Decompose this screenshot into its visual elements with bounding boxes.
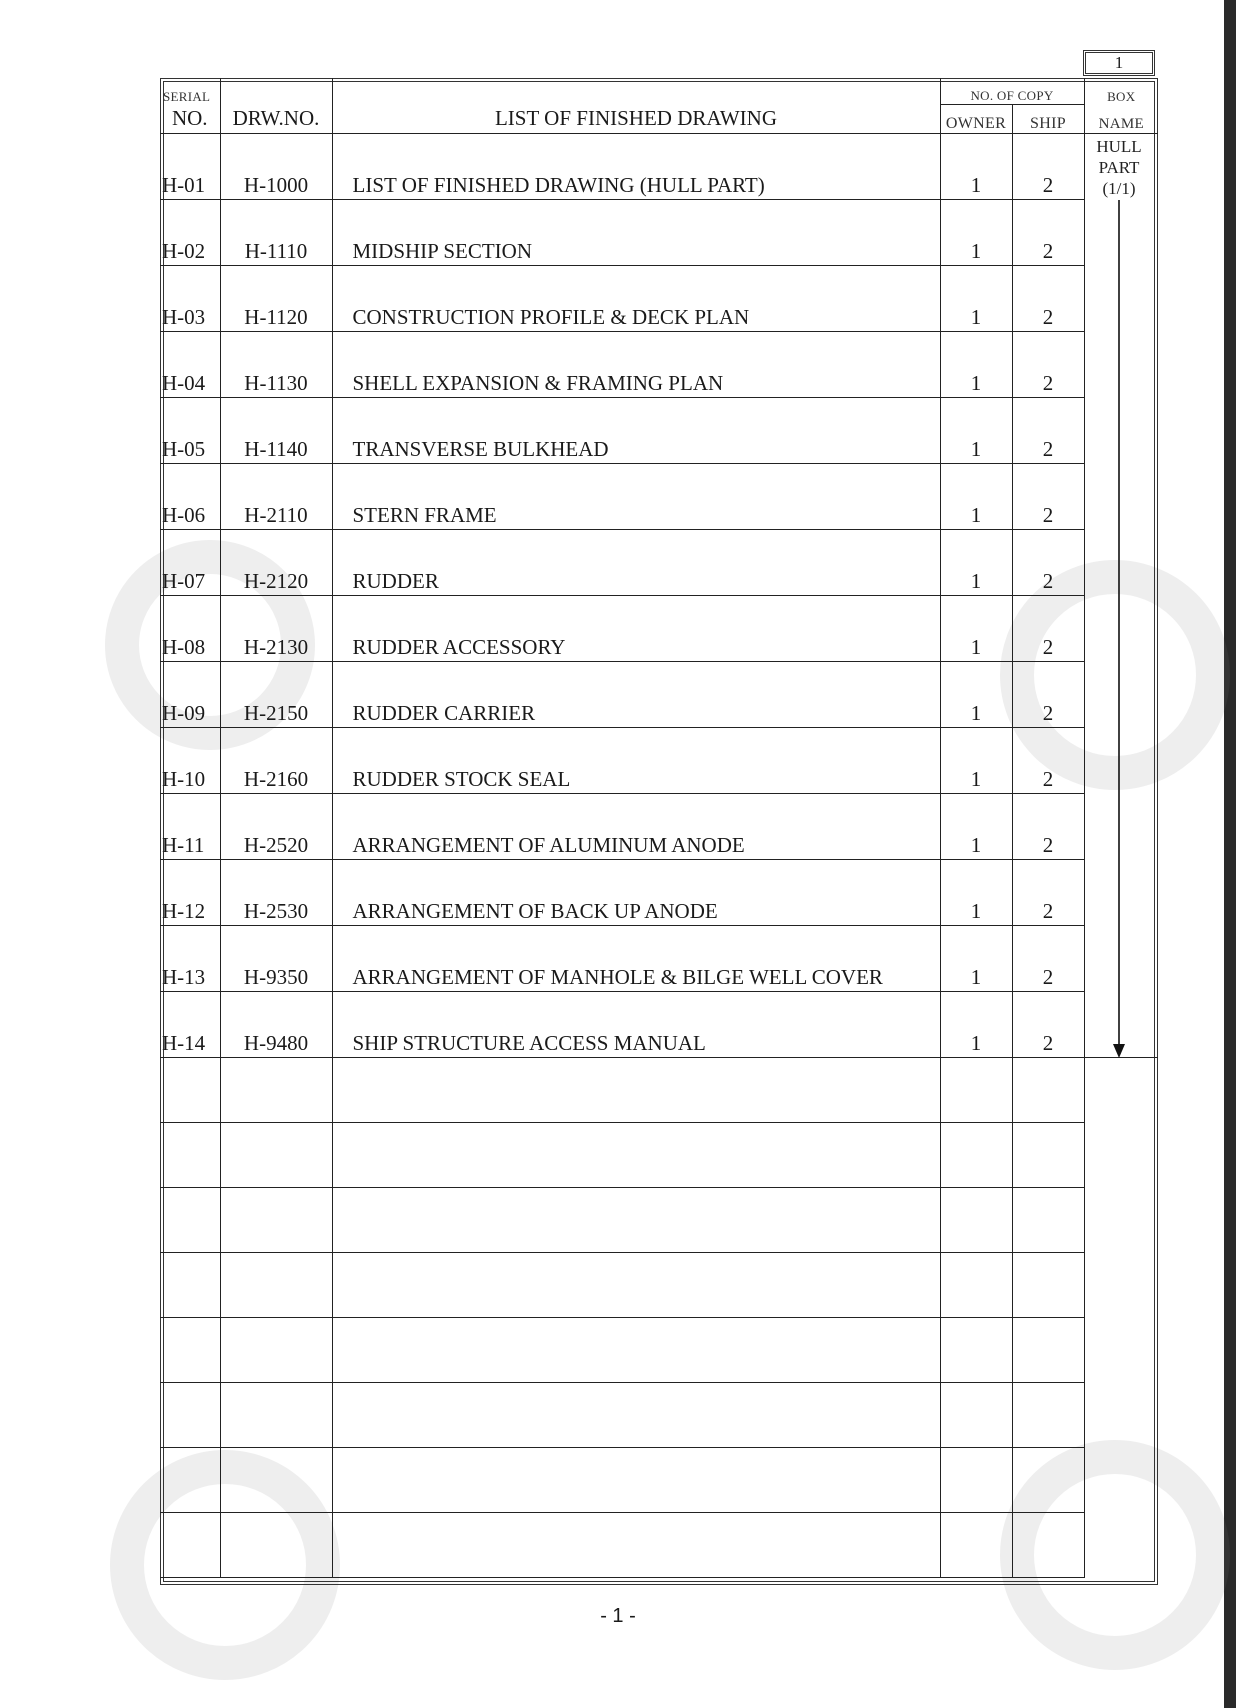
page-number-box: 1 [1083,50,1155,76]
serial-cell: H-07 [160,529,220,595]
box-name-cell [1084,1317,1158,1382]
owner-copy-cell: 1 [940,793,1012,859]
empty-row [160,1382,1158,1447]
box-name-cell [1084,1252,1158,1317]
drw-no-cell [220,1317,332,1382]
finished-drawing-table [160,78,1158,1578]
owner-copy-cell: 1 [940,133,1012,199]
box-header: BOX [1107,88,1136,104]
ship-copy-cell: 2 [1012,859,1084,925]
serial-cell [160,1057,220,1122]
serial-cell: H-02 [160,199,220,265]
ship-copy-cell [1012,1122,1084,1187]
header-row-bottom [160,105,1158,134]
serial-cell: H-06 [160,463,220,529]
empty-row [160,1512,1158,1577]
ship-copy-cell: 2 [1012,991,1084,1057]
drw-no-cell: H-1110 [220,199,332,265]
owner-copy-cell [940,1512,1012,1577]
table-row [160,991,1158,1057]
drawing-title-cell: ARRANGEMENT OF MANHOLE & BILGE WELL COVER [332,925,940,991]
table-row [160,925,1158,991]
table-row [160,265,1158,331]
table-row [160,397,1158,463]
owner-copy-cell: 1 [940,991,1012,1057]
drawing-title-cell: RUDDER ACCESSORY [332,595,940,661]
drw-no-cell: H-1140 [220,397,332,463]
drawing-title-cell [332,1512,940,1577]
owner-copy-cell [940,1317,1012,1382]
table-row [160,727,1158,793]
box-name-cell [1084,1122,1158,1187]
drw-no-cell [220,1382,332,1447]
ship-copy-cell: 2 [1012,133,1084,199]
serial-cell: H-10 [160,727,220,793]
drawing-title-cell [332,1057,940,1122]
ship-copy-cell: 2 [1012,595,1084,661]
ship-header: SHIP [1012,105,1084,134]
table-row [160,595,1158,661]
drawing-title-cell: ARRANGEMENT OF ALUMINUM ANODE [332,793,940,859]
owner-copy-cell [940,1057,1012,1122]
owner-copy-cell [940,1252,1012,1317]
table-row [160,793,1158,859]
list-title-header: LIST OF FINISHED DRAWING [332,105,940,134]
serial-cell: H-12 [160,859,220,925]
arrow-down-icon [1112,200,1126,1058]
ship-copy-cell: 2 [1012,397,1084,463]
serial-cell [160,1122,220,1187]
drawing-title-cell: RUDDER CARRIER [332,661,940,727]
drw-no-cell [220,1447,332,1512]
drawing-title-cell [332,1187,940,1252]
serial-cell [160,1317,220,1382]
owner-copy-cell [940,1382,1012,1447]
drawing-title-cell: SHELL EXPANSION & FRAMING PLAN [332,331,940,397]
drw-no-cell: H-2160 [220,727,332,793]
ship-copy-cell [1012,1317,1084,1382]
serial-cell: H-14 [160,991,220,1057]
serial-no-header: NO. [160,105,220,134]
serial-cell [160,1447,220,1512]
drw-no-cell [220,1057,332,1122]
table-row [160,661,1158,727]
drawing-title-cell: TRANSVERSE BULKHEAD [332,397,940,463]
serial-cell: H-13 [160,925,220,991]
owner-copy-cell: 1 [940,727,1012,793]
drw-no-cell: H-1000 [220,133,332,199]
serial-cell: H-09 [160,661,220,727]
serial-cell [160,1252,220,1317]
serial-cell [160,1512,220,1577]
ship-copy-cell: 2 [1012,661,1084,727]
drawing-title-cell: RUDDER STOCK SEAL [332,727,940,793]
drw-no-cell: H-9480 [220,991,332,1057]
owner-copy-cell: 1 [940,331,1012,397]
serial-header-top: SERIAL [160,78,220,105]
drawing-title-cell: MIDSHIP SECTION [332,199,940,265]
serial-cell: H-04 [160,331,220,397]
page-footer: - 1 - [600,1605,636,1627]
box-label-line: HULL [1096,137,1142,156]
drawing-title-cell: STERN FRAME [332,463,940,529]
drw-no-cell: H-2520 [220,793,332,859]
table-row [160,133,1158,199]
ship-copy-cell: 2 [1012,265,1084,331]
owner-copy-cell: 1 [940,265,1012,331]
owner-copy-cell: 1 [940,859,1012,925]
drawing-title-cell: CONSTRUCTION PROFILE & DECK PLAN [332,265,940,331]
ship-copy-cell [1012,1057,1084,1122]
drw-no-cell: H-2130 [220,595,332,661]
drawing-title-cell [332,1447,940,1512]
owner-copy-cell [940,1122,1012,1187]
list-header-spacer [332,78,940,105]
owner-copy-cell: 1 [940,925,1012,991]
drw-no-cell [220,1252,332,1317]
serial-cell [160,1382,220,1447]
owner-header: OWNER [940,105,1012,134]
table-row [160,199,1158,265]
drawing-title-cell: ARRANGEMENT OF BACK UP ANODE [332,859,940,925]
drawing-title-cell [332,1122,940,1187]
scan-edge [1224,0,1236,1708]
drawing-title-cell: SHIP STRUCTURE ACCESS MANUAL [332,991,940,1057]
box-label-line: (1/1) [1102,179,1136,198]
owner-copy-cell: 1 [940,595,1012,661]
drw-no-cell: H-2120 [220,529,332,595]
ship-copy-cell [1012,1447,1084,1512]
ship-copy-cell: 2 [1012,925,1084,991]
box-name-cell [1084,1057,1158,1122]
ship-copy-cell [1012,1252,1084,1317]
ship-copy-cell: 2 [1012,199,1084,265]
drw-no-cell: H-9350 [220,925,332,991]
serial-cell: H-05 [160,397,220,463]
box-name-cell [1084,1187,1158,1252]
drw-no-cell: H-1130 [220,331,332,397]
empty-row [160,1252,1158,1317]
drw-no-cell: H-2110 [220,463,332,529]
ship-copy-cell: 2 [1012,331,1084,397]
ship-copy-cell: 2 [1012,463,1084,529]
owner-copy-cell: 1 [940,463,1012,529]
serial-cell [160,1187,220,1252]
owner-copy-cell [940,1187,1012,1252]
serial-cell: H-03 [160,265,220,331]
empty-row [160,1317,1158,1382]
ship-copy-cell [1012,1512,1084,1577]
table-row [160,859,1158,925]
owner-copy-cell: 1 [940,529,1012,595]
box-label-line: PART [1098,158,1140,177]
box-name-cell [1084,1382,1158,1447]
ship-copy-cell: 2 [1012,793,1084,859]
owner-copy-cell: 1 [940,397,1012,463]
drawing-title-cell [332,1382,940,1447]
header-row-top [160,78,1158,105]
ship-copy-cell: 2 [1012,727,1084,793]
table-row [160,529,1158,595]
empty-row [160,1057,1158,1122]
drw-no-cell [220,1187,332,1252]
box-name-cell [1084,1512,1158,1577]
owner-copy-cell: 1 [940,661,1012,727]
empty-row [160,1187,1158,1252]
drw-no-cell [220,1512,332,1577]
drw-header-spacer [220,78,332,105]
box-name-label [1085,136,1153,199]
serial-cell: H-11 [160,793,220,859]
drw-no-header: DRW.NO. [220,105,332,134]
owner-copy-cell: 1 [940,199,1012,265]
copy-group-header: NO. OF COPY [940,78,1084,105]
ship-copy-cell [1012,1187,1084,1252]
owner-copy-cell [940,1447,1012,1512]
table-row [160,331,1158,397]
box-name-cell [1084,1447,1158,1512]
serial-cell: H-01 [160,133,220,199]
table-row [160,463,1158,529]
serial-cell: H-08 [160,595,220,661]
drawing-title-cell [332,1317,940,1382]
empty-row [160,1447,1158,1512]
ship-copy-cell [1012,1382,1084,1447]
drawing-title-cell: RUDDER [332,529,940,595]
name-header: NAME [1084,105,1158,134]
drw-no-cell: H-2530 [220,859,332,925]
drawing-title-cell: LIST OF FINISHED DRAWING (HULL PART) [332,133,940,199]
drawing-title-cell [332,1252,940,1317]
empty-row [160,1122,1158,1187]
drw-no-cell [220,1122,332,1187]
drw-no-cell: H-2150 [220,661,332,727]
ship-copy-cell: 2 [1012,529,1084,595]
drw-no-cell: H-1120 [220,265,332,331]
